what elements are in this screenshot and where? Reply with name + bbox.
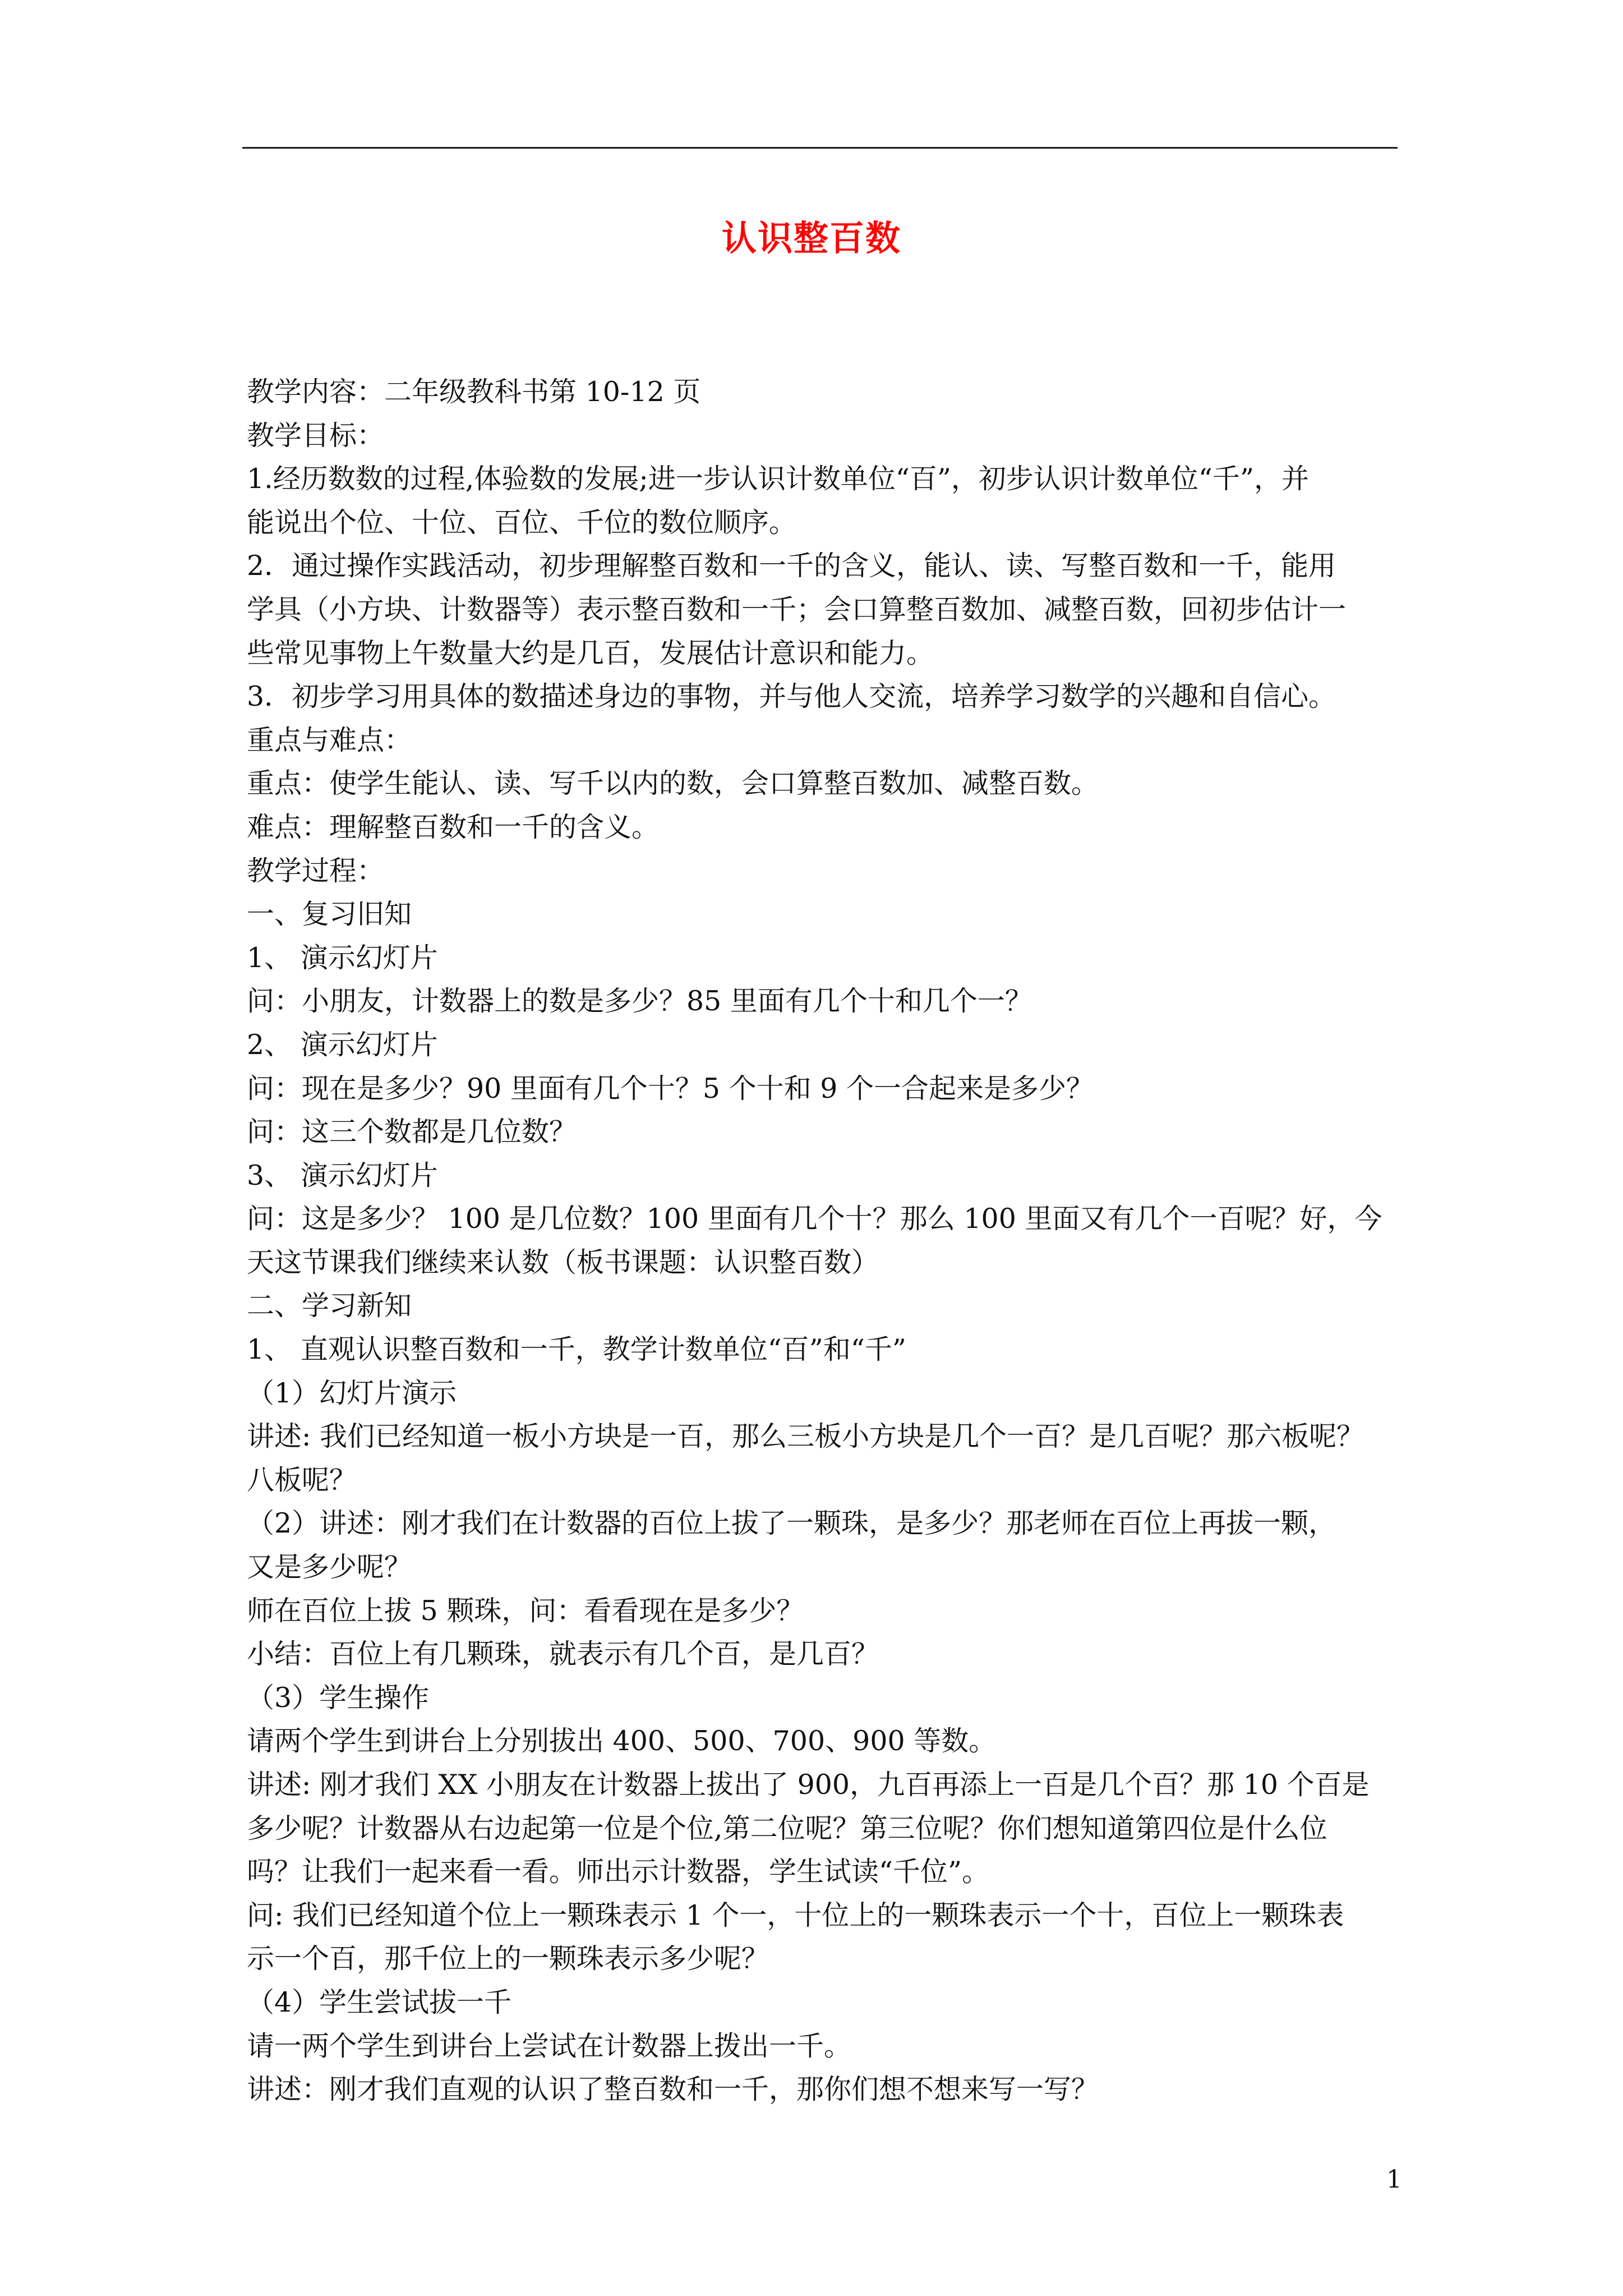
text-line: 教学过程： [247, 854, 385, 887]
text-line: 一、复习旧知 [247, 898, 412, 931]
text-line: 能说出个位、十位、百位、千位的数位顺序。 [247, 506, 797, 539]
text-line: 请一两个学生到讲台上尝试在计数器上拨出一千。 [247, 2030, 852, 2062]
text-line: 多少呢？计数器从右边起第一位是个位,第二位呢？第三位呢？你们想知道第四位是什么位 [247, 1812, 1327, 1844]
text-line: 二、学习新知 [247, 1290, 412, 1322]
text-line: 问：小朋友，计数器上的数是多少？85 里面有几个十和几个一？ [247, 985, 1032, 1018]
text-line: 问：这是多少？ 100 是几位数？100 里面有几个十？那么 100 里面又有几个一百呢？好，今 [247, 1203, 1382, 1235]
text-line: 讲述: 刚才我们 XX 小朋友在计数器上拔出了 900，九百再添上一百是几个百？那 10 个百是 [247, 1769, 1370, 1801]
text-line: 师在百位上拔 5 颗珠，问：看看现在是多少？ [247, 1594, 804, 1627]
page-number: 1 [1386, 2165, 1402, 2194]
text-line: 小结：百位上有几颗珠，就表示有几个百，是几百？ [247, 1638, 879, 1671]
text-line: 讲述: 我们已经知道一板小方块是一百，那么三板小方块是几个一百？是几百呢？那六板呢？ [247, 1420, 1364, 1453]
text-line: （3）学生操作 [247, 1681, 430, 1714]
text-line: 八板呢？ [247, 1464, 357, 1496]
text-line: 问：这三个数都是几位数？ [247, 1116, 577, 1148]
text-line: 2．通过操作实践活动，初步理解整百数和一千的含义，能认、读、写整百数和一千，能用 [247, 550, 1336, 582]
text-line: 又是多少呢？ [247, 1551, 412, 1584]
text-line: 重点：使学生能认、读、写千以内的数，会口算整百数加、减整百数。 [247, 767, 1099, 800]
text-line: （2）讲述：刚才我们在计数器的百位上拔了一颗珠，是多少？那老师在百位上再拔一颗， [247, 1507, 1336, 1540]
text-line: 吗？让我们一起来看一看。师出示计数器，学生试读“千位”。 [247, 1856, 990, 1888]
text-line: 1.经历数数的过程,体验数的发展;进一步认识计数单位“百”，初步认识计数单位“千”，并 [247, 463, 1310, 495]
text-line: 3、 演示幻灯片 [247, 1159, 438, 1191]
text-line: 1、 演示幻灯片 [247, 941, 438, 974]
text-line: 示一个百，那千位上的一颗珠表示多少呢？ [247, 1943, 769, 1975]
text-line: 天这节课我们继续来认数（板书课题：认识整百数） [247, 1246, 879, 1278]
text-line: 2、 演示幻灯片 [247, 1028, 438, 1061]
text-line: 重点与难点： [247, 724, 412, 756]
text-line: 些常见事物上午数量大约是几百，发展估计意识和能力。 [247, 637, 934, 669]
text-line: 讲述：刚才我们直观的认识了整百数和一千，那你们想不想来写一写？ [247, 2073, 1099, 2106]
document-body [247, 370, 1396, 2111]
text-line: 1、 直观认识整百数和一千，教学计数单位“百”和“千” [247, 1333, 906, 1366]
text-line: 3．初步学习用具体的数描述身边的事物，并与他人交流，培养学习数学的兴趣和自信心。 [247, 680, 1336, 713]
text-line: 难点：理解整百数和一千的含义。 [247, 811, 660, 843]
text-line: 教学内容：二年级教科书第 10-12 页 [247, 376, 701, 408]
text-line: （1）幻灯片演示 [247, 1377, 457, 1409]
text-line: 请两个学生到讲台上分别拔出 400、500、700、900 等数。 [247, 1725, 997, 1757]
text-line: 问: 我们已经知道个位上一颗珠表示 1 个一，十位上的一颗珠表示一个十，百位上一颗珠表 [247, 1899, 1344, 1931]
header-rule [242, 147, 1398, 149]
text-line: 问：现在是多少？90 里面有几个十？5 个十和 9 个一合起来是多少？ [247, 1072, 1094, 1105]
document-title: 认识整百数 [721, 218, 901, 259]
text-line: （4）学生尝试拔一千 [247, 1986, 512, 2018]
text-line: 学具（小方块、计数器等）表示整百数和一千；会口算整百数加、减整百数，回初步估计一 [247, 593, 1347, 625]
text-line: 教学目标： [247, 419, 385, 452]
